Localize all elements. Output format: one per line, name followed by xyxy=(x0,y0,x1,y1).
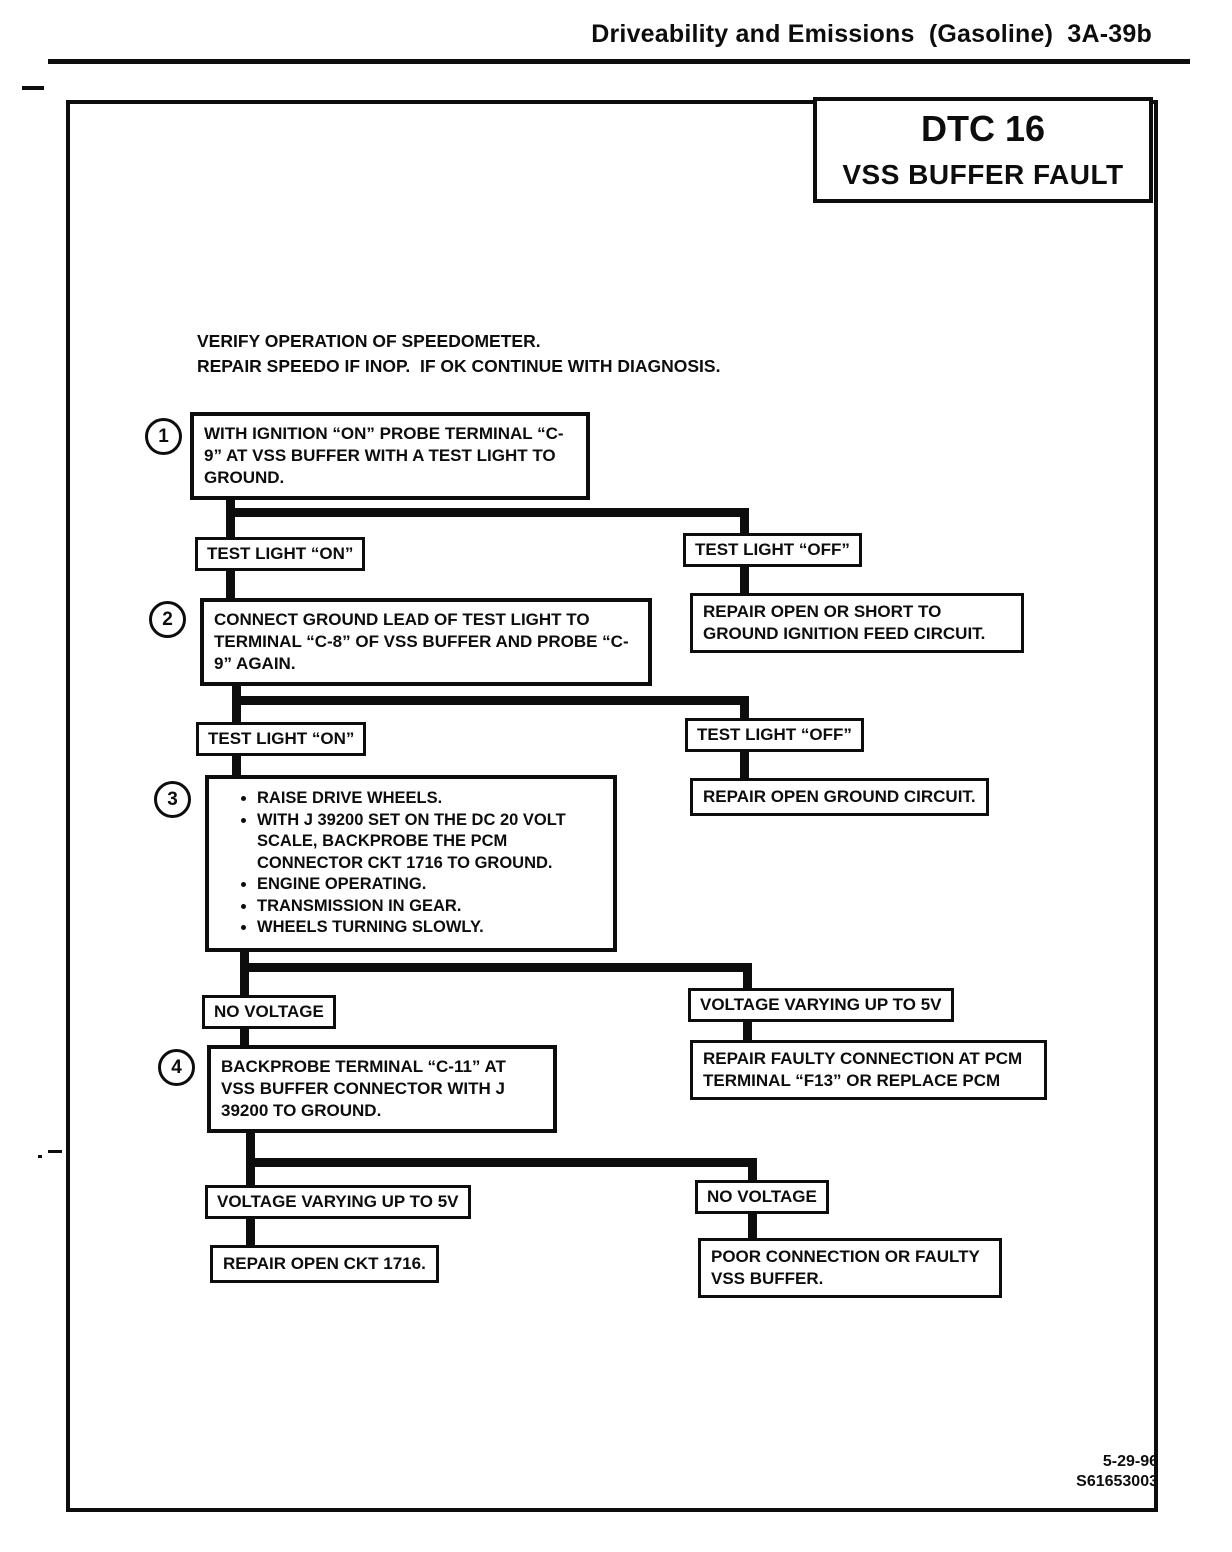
footer-code: S61653003 xyxy=(1076,1473,1158,1490)
connector-line xyxy=(246,1158,757,1167)
step-3-number: 3 xyxy=(167,788,178,810)
intro-line-2: REPAIR SPEEDO IF INOP. IF OK CONTINUE WITH DIAGNOSIS. xyxy=(197,356,721,376)
dtc-code: DTC 16 xyxy=(920,108,1046,149)
result-repair-ground-circuit: REPAIR OPEN GROUND CIRCUIT. xyxy=(690,778,989,816)
result-repair-ckt-1716: REPAIR OPEN CKT 1716. xyxy=(210,1245,439,1283)
dtc-name: VSS BUFFER FAULT xyxy=(842,159,1124,190)
intro-line-1: VERIFY OPERATION OF SPEEDOMETER. xyxy=(197,331,541,351)
decision-test-light-off-2: TEST LIGHT “OFF” xyxy=(685,718,864,752)
decision-test-light-on-1: TEST LIGHT “ON” xyxy=(195,537,365,571)
step-1-circle xyxy=(145,418,182,455)
connector-line xyxy=(226,508,749,517)
bullet-item: • RAISE DRIVE WHEELS. xyxy=(257,788,603,810)
step-4-number: 4 xyxy=(171,1056,182,1078)
step-3-box xyxy=(205,775,617,952)
step-4-circle xyxy=(158,1049,195,1086)
decision-no-voltage-2: NO VOLTAGE xyxy=(695,1180,829,1214)
step-4-box: BACKPROBE TERMINAL “C-11” AT VSS BUFFER CONNECTOR WITH J 39200 TO GROUND. xyxy=(207,1045,557,1133)
step-1-box: WITH IGNITION “ON” PROBE TERMINAL “C-9” AT VSS BUFFER WITH A TEST LIGHT TO GROUND. xyxy=(190,412,590,500)
step-2-number: 2 xyxy=(162,608,173,630)
step-1-number: 1 xyxy=(158,425,169,447)
dtc-title-box xyxy=(813,97,1153,203)
result-repair-ignition-feed: REPAIR OPEN OR SHORT TO GROUND IGNITION FEED CIRCUIT. xyxy=(690,593,1024,653)
scan-artifact-dot xyxy=(38,1155,42,1158)
scan-artifact-dash xyxy=(22,86,44,90)
result-poor-connection-vss-buffer: POOR CONNECTION OR FAULTY VSS BUFFER. xyxy=(698,1238,1002,1298)
decision-test-light-off-1: TEST LIGHT “OFF” xyxy=(683,533,862,567)
bullet-item: • WHEELS TURNING SLOWLY. xyxy=(257,917,603,939)
bullet-item: • ENGINE OPERATING. xyxy=(257,874,603,896)
header-rule xyxy=(48,59,1190,64)
figure-footer xyxy=(1076,1452,1158,1492)
decision-no-voltage-1: NO VOLTAGE xyxy=(202,995,336,1029)
bullet-item: • WITH J 39200 SET ON THE DC 20 VOLT SCALE, BACKPROBE THE PCM CONNECTOR CKT 1716 TO GROUND. xyxy=(257,810,603,875)
connector-line xyxy=(232,696,749,705)
footer-date: 5-29-96 xyxy=(1102,1453,1158,1470)
bullet-item: • TRANSMISSION IN GEAR. xyxy=(257,896,603,918)
connector-line xyxy=(240,963,752,972)
decision-voltage-varying-1: VOLTAGE VARYING UP TO 5V xyxy=(688,988,954,1022)
result-repair-pcm-connection: REPAIR FAULTY CONNECTION AT PCM TERMINAL “F13” OR REPLACE PCM xyxy=(690,1040,1047,1100)
decision-test-light-on-2: TEST LIGHT “ON” xyxy=(196,722,366,756)
step-2-circle xyxy=(149,601,186,638)
step-3-bullet-list xyxy=(219,788,603,939)
step-2-box: CONNECT GROUND LEAD OF TEST LIGHT TO TERMINAL “C-8” OF VSS BUFFER AND PROBE “C-9” AGAIN. xyxy=(200,598,652,686)
step-3-circle xyxy=(154,781,191,818)
decision-voltage-varying-2: VOLTAGE VARYING UP TO 5V xyxy=(205,1185,471,1219)
scan-artifact-dash xyxy=(48,1150,62,1153)
page-header-title: Driveability and Emissions (Gasoline) 3A-39b xyxy=(591,20,1152,48)
